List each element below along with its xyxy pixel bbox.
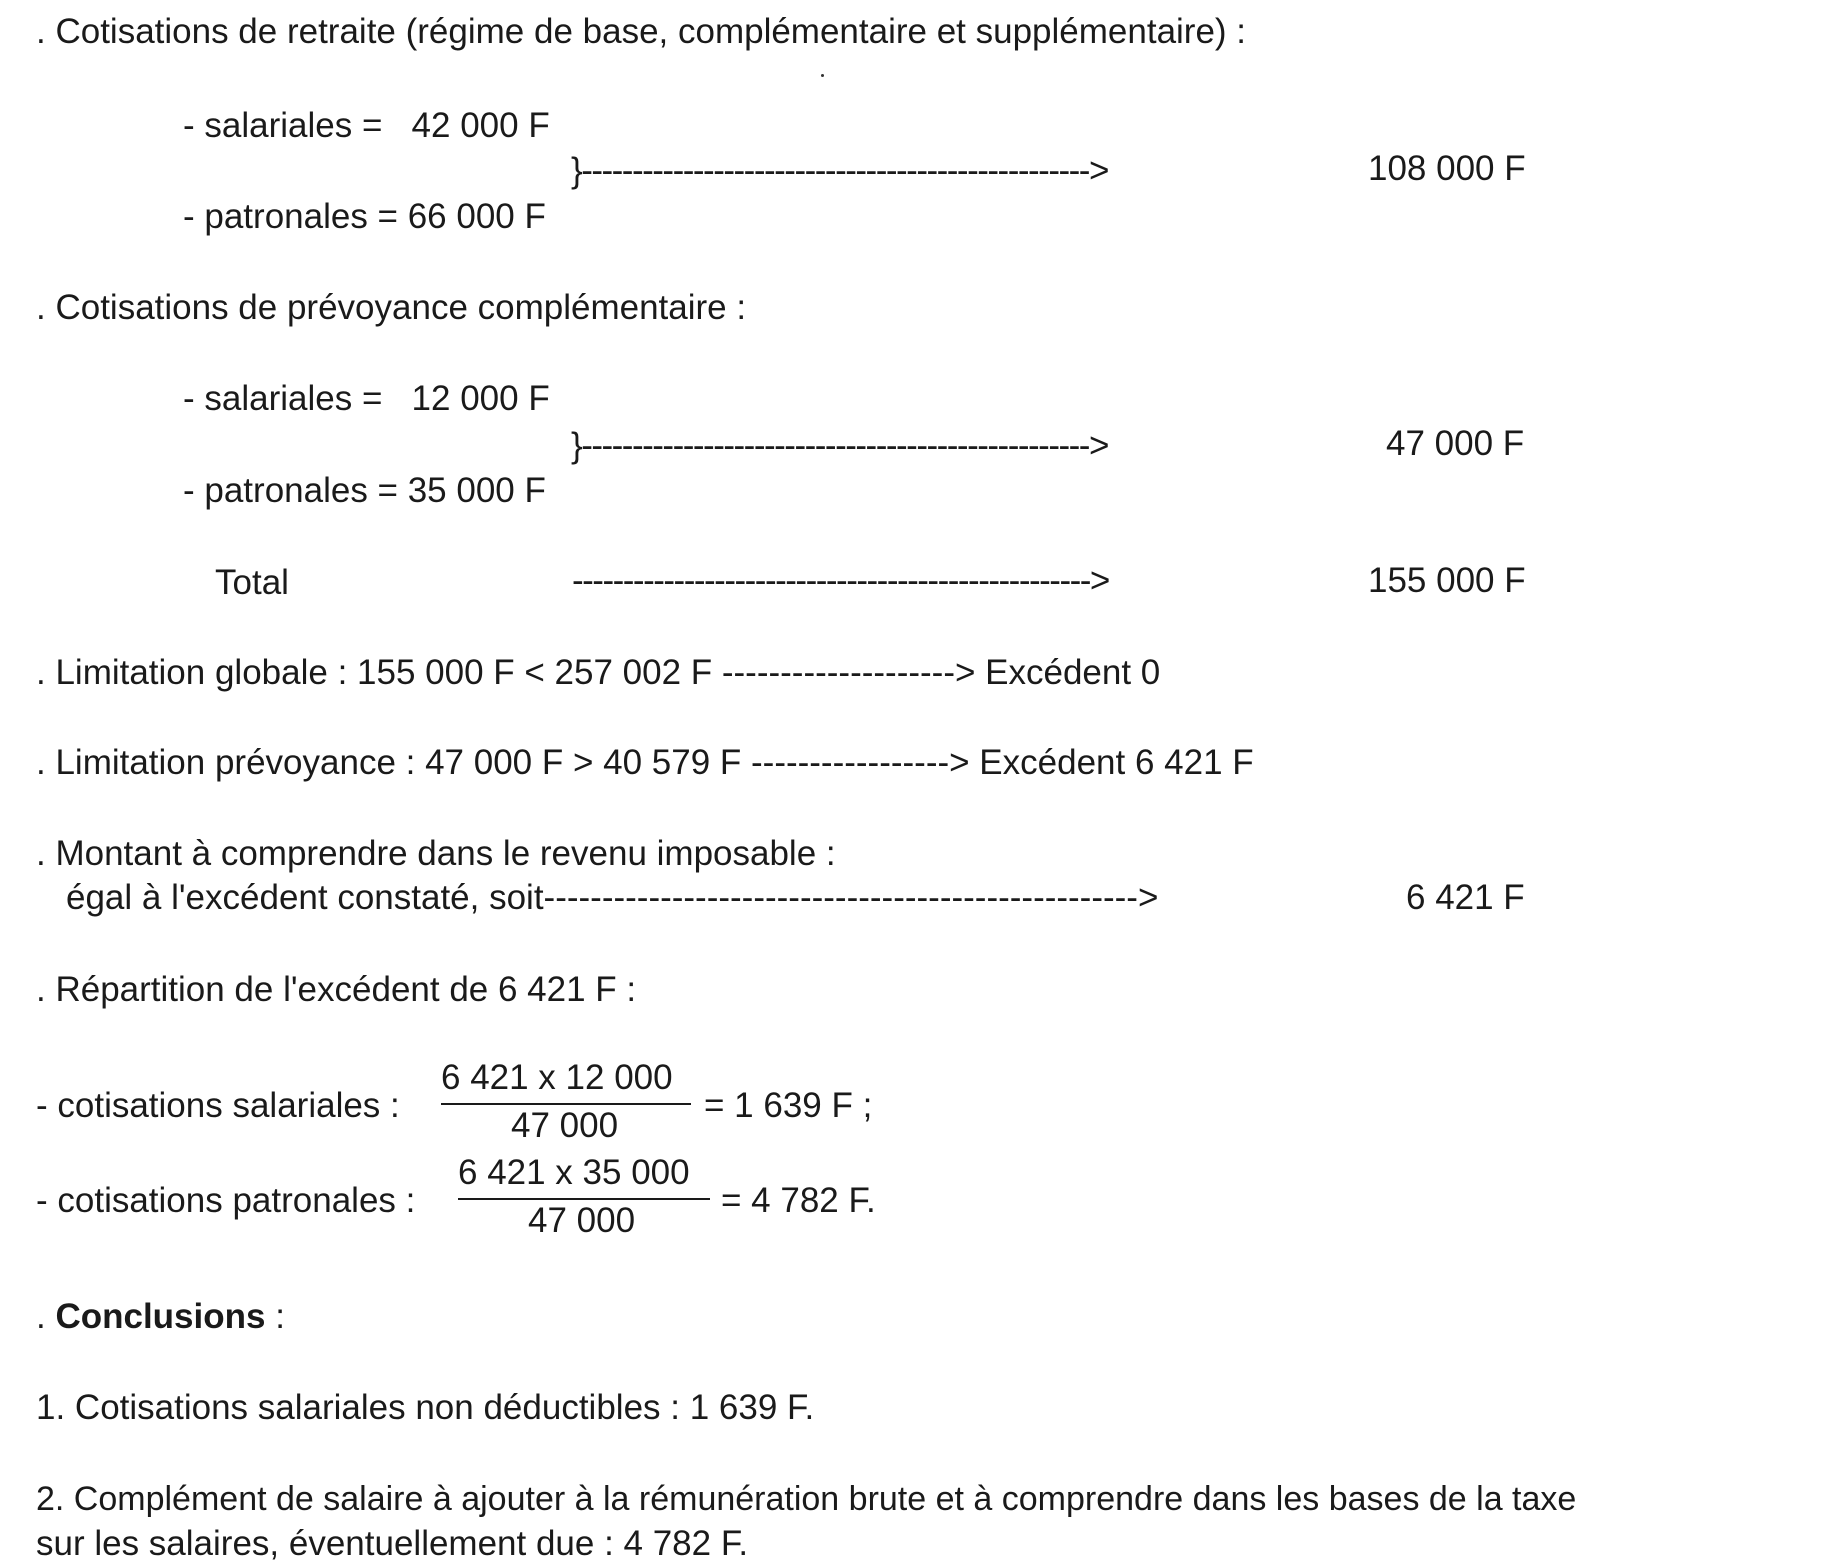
repartition-patronales-result: = 4 782 F. [721,1181,876,1220]
retraite-total: 108 000 F [1368,149,1526,188]
repartition-salariales-label: - cotisations salariales : [36,1086,400,1125]
montant-line-1: . Montant à comprendre dans le revenu imposable : [36,834,836,873]
fraction-salariales-denominator: 47 000 [511,1106,619,1145]
conclusions-heading: Conclusions [55,1297,266,1336]
conclusion-item-2-line-2: sur les salaires, éventuellement due : 4 782 F. [36,1524,749,1563]
prevoyance-heading: . Cotisations de prévoyance complémentaire : [36,288,747,327]
fraction-patronales-bar [458,1198,710,1200]
fraction-patronales [458,1155,710,1245]
retraite-heading: . Cotisations de retraite (régime de base, complémentaire et supplémentaire) : [36,12,1247,51]
fraction-salariales-bar [441,1103,691,1105]
prevoyance-salariales: - salariales = 12 000 F [183,379,550,418]
limitation-globale: . Limitation globale : 155 000 F < 257 002 F --------------------> Excédent 0 [36,653,1161,692]
total-arrow: ---------------------------------------------------> [572,561,1109,600]
conclusion-item-2-line-1: 2. Complément de salaire à ajouter à la rémunération brute et à comprendre dans les bases de la taxe [36,1480,1577,1518]
fraction-patronales-numerator: 6 421 x 35 000 [458,1153,690,1192]
prevoyance-brace-arrow: }--------------------------------------------------> [571,426,1108,465]
repartition-patronales-label: - cotisations patronales : [36,1181,416,1220]
repartition-heading: . Répartition de l'excédent de 6 421 F : [36,970,637,1009]
scan-speck [821,74,824,77]
retraite-brace-arrow: }--------------------------------------------------> [571,151,1108,190]
conclusions-heading-line [36,1299,285,1334]
montant-line-2: égal à l'excédent constaté, soit---------------------------------------------------> [66,878,1159,917]
conclusions-suffix: : [265,1297,285,1336]
total-label: Total [215,563,289,602]
montant-value: 6 421 F [1406,878,1525,917]
limitation-prevoyance: . Limitation prévoyance : 47 000 F > 40 579 F -----------------> Excédent 6 421 F [36,743,1254,782]
fraction-patronales-denominator: 47 000 [528,1201,636,1240]
fraction-salariales-numerator: 6 421 x 12 000 [441,1058,673,1097]
repartition-salariales-result: = 1 639 F ; [704,1086,873,1125]
prevoyance-total: 47 000 F [1386,424,1525,463]
fraction-salariales [441,1060,691,1150]
prevoyance-patronales: - patronales = 35 000 F [183,471,546,510]
conclusion-item-1: 1. Cotisations salariales non déductibles : 1 639 F. [36,1388,815,1427]
total-value: 155 000 F [1368,561,1526,600]
retraite-salariales: - salariales = 42 000 F [183,106,550,145]
conclusions-prefix: . [36,1297,56,1336]
retraite-patronales: - patronales = 66 000 F [183,197,546,236]
